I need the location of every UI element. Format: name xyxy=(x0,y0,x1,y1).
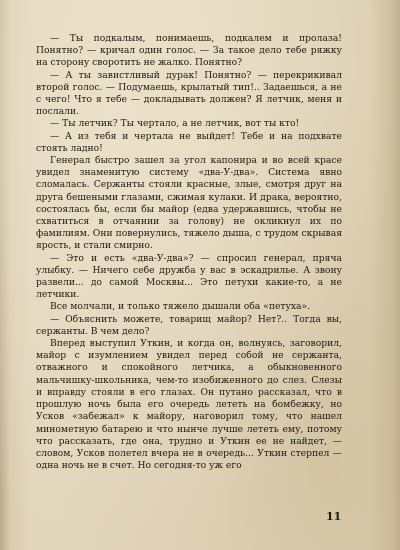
paragraph: — Ты летчик? Ты чертало, а не летчик, вот ты кто! xyxy=(50,118,300,130)
paragraph: — Это и есть «два-У-два»? — спросил генерал, пряча улыбку. — Ничего себе дружба у вас в эскадрилье. А звону развели... до самой Москвы... Это петухи какие-то, а не летчики. xyxy=(36,252,342,301)
paragraph: — А ты завистливый дурак! Понятно? — перекрикивал второй голос. — Подумаешь, крылатый тип!.. Задаешься, а не с чего! Что я тебе — докладывать должен? Я летчик, меня и послали. xyxy=(36,69,342,118)
paragraph: — Объяснить можете, товарищ майор? Нет?.. Тогда вы, сержанты. В чем дело? xyxy=(36,313,342,337)
page-text xyxy=(36,33,342,472)
paragraph: — А из тебя и чертала не выйдет! Тебе и на подхвате стоять ладно! xyxy=(36,130,342,154)
paragraph: Генерал быстро зашел за угол капонира и во всей красе увидел знаменитую систему «два-У-два». Система явно сломалась. Сержанты стояли красные, злые, смотря друг на друга бешеными глазами, сжимая кулаки. И драка, вероятно, состоялась бы, если бы майор (едва удержавшись, чтобы не схватиться в отчаянии за голову) не окликнул их по фамилиям. Они повернулись, тяжело дыша, с трудом скрывая ярость, и стали смирно. xyxy=(36,155,342,252)
paragraph: Все молчали, и только тяжело дышали оба «петуха». xyxy=(50,301,311,313)
paragraph: — Ты подкалым, понимаешь, подкалем и пролаза! Понятно? — кричал один голос. — За такое дело тебе ряжку на сторону своротить не жалко. Понятно? xyxy=(36,33,342,69)
page-number: 11 xyxy=(326,510,342,523)
paragraph: Вперед выступил Уткин, и когда он, волнуясь, заговорил, майор с изумлением увидел перед собой не сержанта, отважного и спокойного летчика, а обыкновенного мальчишку-школьника, чем-то изобиженного до слез. Слезы и вправду стояли в его глазах. Он путано рассказал, что в прошлую ночь была его очередь лететь на бомбежку, но Усков «забежал» к майору, наговорил тому, что нашел минометную батарею и что нынче лучше лететь ему, потому что рассказать, где она, трудно и Уткин ее не найдет, — словом, Усков полетел вчера не в очередь... Уткин стерпел — одна ночь не в счет. Но сегодня-то уж его xyxy=(36,338,342,472)
